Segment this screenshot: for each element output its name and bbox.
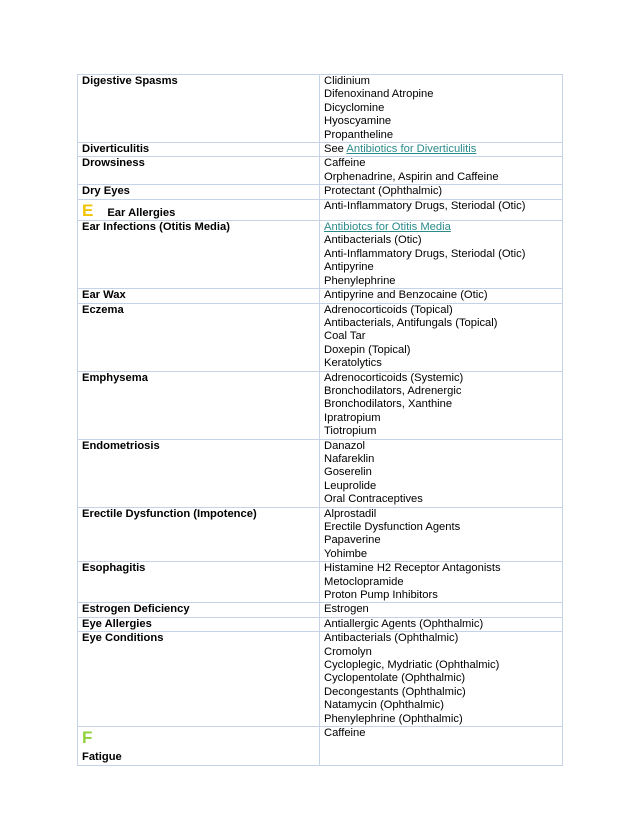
drug-line	[324, 398, 558, 411]
drug-line	[324, 317, 558, 330]
drug-name: Tiotropium	[324, 425, 377, 438]
condition-name: Esophagitis	[82, 562, 146, 575]
condition-cell	[78, 632, 320, 727]
condition-cell	[78, 199, 320, 220]
drug-link[interactable]: Antibiotcs for Otitis Media	[324, 221, 451, 234]
drug-line	[324, 234, 558, 247]
drug-line	[324, 508, 558, 521]
condition-cell	[78, 221, 320, 289]
table-row	[78, 632, 563, 727]
condition-name: Ear Wax	[82, 289, 126, 302]
drug-name: Goserelin	[324, 466, 372, 479]
drugs-cell	[320, 75, 563, 143]
condition-cell	[78, 507, 320, 562]
drug-name: Papaverine	[324, 534, 381, 547]
drug-line	[324, 412, 558, 425]
table-row	[78, 562, 563, 603]
drug-line	[324, 261, 558, 274]
drug-line	[324, 603, 558, 616]
table-row	[78, 303, 563, 371]
condition-name: Ear Infections (Otitis Media)	[82, 221, 230, 234]
drug-name: Leuprolide	[324, 479, 377, 492]
drug-name: Histamine H2 Receptor Antagonists	[324, 562, 501, 575]
table-row	[78, 157, 563, 185]
drug-name: Natamycin (Ophthalmic)	[324, 699, 444, 712]
drug-line	[324, 143, 558, 156]
drug-line	[324, 304, 558, 317]
condition-name: Fatigue	[82, 751, 122, 764]
drug-line	[324, 385, 558, 398]
drug-line	[324, 357, 558, 370]
table-row	[78, 603, 563, 617]
drug-name: Cromolyn	[324, 645, 372, 658]
drug-name: Antipyrine	[324, 261, 374, 274]
drug-name: See	[324, 143, 347, 156]
drug-name: Antibacterials (Ophthalmic)	[324, 632, 459, 645]
drug-line	[324, 534, 558, 547]
drug-line	[324, 75, 558, 88]
drug-name: Difenoxinand Atropine	[324, 88, 434, 101]
condition-name: Digestive Spasms	[82, 75, 178, 87]
drug-name: Proton Pump Inhibitors	[324, 589, 438, 602]
drug-line	[324, 372, 558, 385]
drugs-cell	[320, 507, 563, 562]
drugs-cell	[320, 603, 563, 617]
drugs-cell	[320, 562, 563, 603]
table-body	[78, 75, 563, 766]
drugs-cell	[320, 199, 563, 220]
drug-name: Orphenadrine, Aspirin and Caffeine	[324, 170, 499, 183]
condition-name: Eye Conditions	[82, 632, 164, 645]
drug-name: Protectant (Ophthalmic)	[324, 185, 443, 198]
drug-name: Coal Tar	[324, 330, 366, 343]
drug-name: Oral Contraceptives	[324, 493, 423, 506]
drugs-cell	[320, 303, 563, 371]
condition-name: Endometriosis	[82, 439, 160, 452]
condition-cell	[78, 371, 320, 439]
drug-table	[77, 74, 563, 766]
table-row	[78, 439, 563, 507]
drug-line	[324, 576, 558, 589]
drug-name: Metoclopramide	[324, 575, 404, 588]
drug-name: Antibacterials (Otic)	[324, 234, 422, 247]
drug-line	[324, 562, 558, 575]
drug-name: Dicyclomine	[324, 101, 385, 114]
drug-name: Ipratropium	[324, 411, 381, 424]
condition-name: Emphysema	[82, 371, 148, 384]
drugs-cell	[320, 371, 563, 439]
condition-cell	[78, 289, 320, 303]
condition-name: Eye Allergies	[82, 617, 152, 630]
table-row	[78, 289, 563, 303]
condition-name: Erectile Dysfunction (Impotence)	[82, 507, 257, 520]
table-row	[78, 727, 563, 765]
table-row	[78, 221, 563, 289]
condition-cell	[78, 143, 320, 157]
condition-name: Ear Allergies	[107, 206, 176, 219]
drug-line	[324, 453, 558, 466]
drug-line	[324, 466, 558, 479]
table-row	[78, 507, 563, 562]
drug-name: Adrenocorticoids (Topical)	[324, 303, 453, 316]
drug-name: Antipyrine and Benzocaine (Otic)	[324, 289, 488, 302]
drug-line	[324, 171, 558, 184]
table-row	[78, 617, 563, 631]
drug-name: Estrogen	[324, 603, 369, 616]
drugs-cell	[320, 185, 563, 199]
condition-name: Estrogen Deficiency	[82, 603, 190, 616]
drug-line	[324, 248, 558, 261]
drug-name: Bronchodilators, Xanthine	[324, 398, 453, 411]
drug-line	[324, 115, 558, 128]
drug-line	[324, 699, 558, 712]
condition-cell	[78, 603, 320, 617]
drug-name: Clidinium	[324, 75, 371, 87]
condition-cell	[78, 439, 320, 507]
drug-line	[324, 275, 558, 288]
condition-cell	[78, 562, 320, 603]
drug-line	[324, 289, 558, 302]
drug-line	[324, 157, 558, 170]
condition-name: Dry Eyes	[82, 185, 130, 198]
drug-line	[324, 129, 558, 142]
drug-name: Phenylephrine (Ophthalmic)	[324, 712, 463, 725]
section-letter: F	[82, 728, 93, 748]
drug-name: Anti-Inflammatory Drugs, Steriodal (Otic)	[324, 199, 526, 212]
condition-cell	[78, 157, 320, 185]
drug-line	[324, 686, 558, 699]
condition-cell	[78, 727, 320, 765]
drug-line	[324, 221, 558, 234]
drug-line	[324, 632, 558, 645]
drug-link[interactable]: Antibiotics for Diverticulitis	[346, 143, 477, 156]
drug-line	[324, 713, 558, 726]
condition-cell	[78, 303, 320, 371]
condition-name: Drowsiness	[82, 157, 145, 170]
drug-name: Caffeine	[324, 727, 366, 740]
drug-line	[324, 200, 558, 213]
drug-line	[324, 727, 558, 740]
drug-line	[324, 88, 558, 101]
drug-name: Propantheline	[324, 128, 394, 141]
drug-line	[324, 672, 558, 685]
condition-cell	[78, 75, 320, 143]
drug-name: Cycloplegic, Mydriatic (Ophthalmic)	[324, 659, 500, 672]
drug-name: Cyclopentolate (Ophthalmic)	[324, 672, 466, 685]
table-row	[78, 185, 563, 199]
drug-name: Antibacterials, Antifungals (Topical)	[324, 316, 498, 329]
drugs-cell	[320, 221, 563, 289]
drug-line	[324, 330, 558, 343]
drug-line	[324, 589, 558, 602]
table-row	[78, 75, 563, 143]
drug-name: Erectile Dysfunction Agents	[324, 521, 461, 533]
drug-name: Caffeine	[324, 157, 366, 170]
drugs-cell	[320, 727, 563, 765]
drug-line	[324, 440, 558, 453]
drug-name: Danazol	[324, 439, 366, 452]
drug-line	[324, 425, 558, 438]
condition-cell	[78, 617, 320, 631]
drugs-cell	[320, 157, 563, 185]
table-row	[78, 371, 563, 439]
condition-name: Diverticulitis	[82, 143, 150, 156]
condition-cell	[78, 185, 320, 199]
drug-name: Nafareklin	[324, 452, 375, 465]
condition-name: Eczema	[82, 303, 124, 316]
drug-line	[324, 659, 558, 672]
drug-name: Phenylephrine	[324, 274, 396, 287]
drug-line	[324, 185, 558, 198]
drugs-cell	[320, 143, 563, 157]
drugs-cell	[320, 617, 563, 631]
section-letter: E	[82, 200, 94, 220]
table-row	[78, 199, 563, 220]
drug-name: Bronchodilators, Adrenergic	[324, 384, 462, 397]
drug-line	[324, 480, 558, 493]
drug-name: Keratolytics	[324, 357, 382, 370]
drug-name: Decongestants (Ophthalmic)	[324, 685, 466, 698]
drug-name: Alprostadil	[324, 507, 377, 520]
drug-line	[324, 618, 558, 631]
drug-name: Doxepin (Topical)	[324, 343, 411, 356]
drug-name: Anti-Inflammatory Drugs, Steriodal (Otic)	[324, 247, 526, 260]
drug-name: Yohimbe	[324, 547, 368, 560]
drug-line	[324, 102, 558, 115]
drugs-cell	[320, 439, 563, 507]
drug-line	[324, 548, 558, 561]
drugs-cell	[320, 632, 563, 727]
drug-name: Hyoscyamine	[324, 115, 392, 128]
table-row	[78, 143, 563, 157]
drugs-cell	[320, 289, 563, 303]
drug-line	[324, 521, 558, 534]
drug-name: Antiallergic Agents (Ophthalmic)	[324, 617, 484, 630]
drug-name: Adrenocorticoids (Systemic)	[324, 371, 464, 384]
drug-line	[324, 344, 558, 357]
drug-line	[324, 493, 558, 506]
drug-line	[324, 646, 558, 659]
